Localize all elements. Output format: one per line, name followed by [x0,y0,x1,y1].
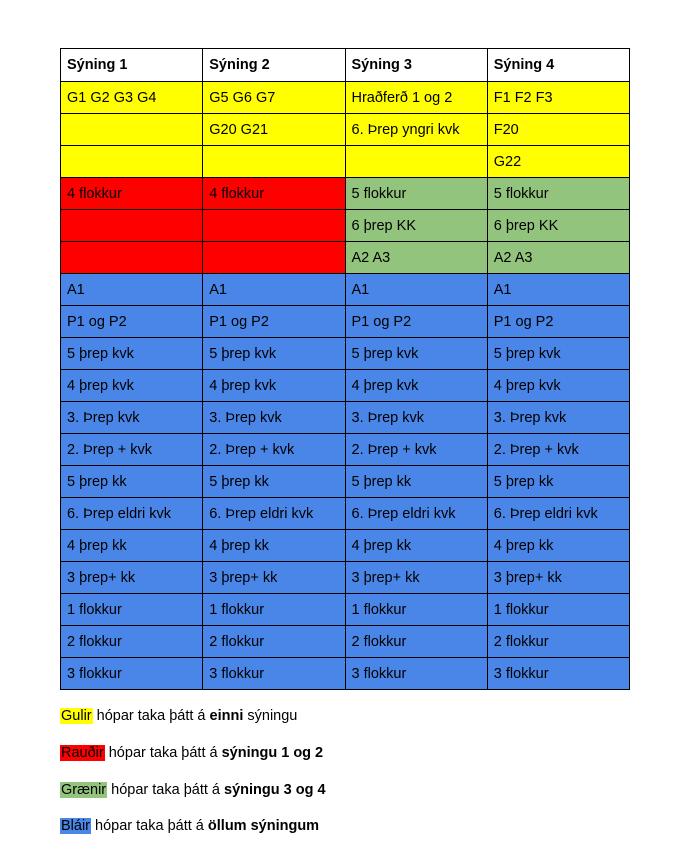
legend-bold: öllum sýningum [207,818,320,834]
table-cell: 2. Þrep + kvk [487,434,629,466]
table-cell: F1 F2 F3 [487,82,629,114]
table-cell: P1 og P2 [203,306,345,338]
table-row [61,562,630,594]
table-cell: G1 G2 G3 G4 [61,82,203,114]
legend-text: hópar taka þátt á [92,708,210,724]
table-cell [61,210,203,242]
table-cell: A1 [345,274,487,306]
table-cell: 1 flokkur [203,594,345,626]
table-cell: 6 þrep KK [345,210,487,242]
table-cell: 4 þrep kvk [203,370,345,402]
table-cell: A1 [203,274,345,306]
table-cell: 3 flokkur [345,658,487,690]
table-cell: 4 flokkur [203,178,345,210]
table-cell: 2. Þrep + kvk [345,434,487,466]
table-cell: 6 þrep KK [487,210,629,242]
table-cell: G22 [487,146,629,178]
table-cell: 3 þrep+ kk [487,562,629,594]
column-header-4: Sýning 4 [487,49,629,82]
table-cell: 3 þrep+ kk [61,562,203,594]
table-cell: 3. Þrep kvk [203,402,345,434]
table-cell: 4 þrep kk [203,530,345,562]
table-header [61,49,630,82]
legend-text: hópar taka þátt á [91,818,208,834]
table-cell: 2. Þrep + kvk [203,434,345,466]
table-cell: G20 G21 [203,114,345,146]
table-cell: P1 og P2 [487,306,629,338]
table-row [61,658,630,690]
table-cell: A1 [487,274,629,306]
table-cell: A2 A3 [487,242,629,274]
table-cell: 3. Þrep kvk [61,402,203,434]
table-cell: 6. Þrep yngri kvk [345,114,487,146]
column-header-2: Sýning 2 [203,49,345,82]
table-row [61,114,630,146]
table-cell: 1 flokkur [487,594,629,626]
table-cell: 4 þrep kvk [487,370,629,402]
header-row [61,49,630,82]
table-cell [61,146,203,178]
table-cell: 5 þrep kk [345,466,487,498]
legend-blue [60,818,319,834]
legend-green [60,782,326,798]
table-cell: 4 þrep kvk [345,370,487,402]
table-row [61,402,630,434]
table-cell: 5 þrep kk [487,466,629,498]
table-row [61,146,630,178]
table-cell [61,242,203,274]
table-cell: 4 þrep kk [345,530,487,562]
table-body [61,82,630,690]
legend-red [60,745,323,761]
table-cell: 5 þrep kvk [345,338,487,370]
table-cell: 4 þrep kvk [61,370,203,402]
table-cell: 3 þrep+ kk [203,562,345,594]
table-cell: 2 flokkur [203,626,345,658]
table-cell: 6. Þrep eldri kvk [487,498,629,530]
table-cell: 4 þrep kk [61,530,203,562]
table-cell: 6. Þrep eldri kvk [61,498,203,530]
table-cell: 5 flokkur [487,178,629,210]
table-cell: 5 flokkur [345,178,487,210]
table-cell: 5 þrep kvk [61,338,203,370]
schedule-table [60,48,630,690]
table-cell: 1 flokkur [345,594,487,626]
table-cell [203,146,345,178]
table-cell: 3. Þrep kvk [487,402,629,434]
table-row [61,498,630,530]
legend-swatch: Bláir [61,818,91,834]
table-cell: 5 þrep kvk [487,338,629,370]
table-cell: 6. Þrep eldri kvk [203,498,345,530]
table-cell: A2 A3 [345,242,487,274]
legend-swatch: Rauðir [61,745,104,761]
table-cell: 3. Þrep kvk [345,402,487,434]
table-row [61,82,630,114]
table-cell [203,242,345,274]
table-cell: 2 flokkur [487,626,629,658]
table-cell: 2. Þrep + kvk [61,434,203,466]
table-cell: A1 [61,274,203,306]
legend-swatch: Grænir [61,782,107,798]
table-cell: 5 þrep kk [61,466,203,498]
table-cell: 3 flokkur [487,658,629,690]
column-header-1: Sýning 1 [61,49,203,82]
table-row [61,594,630,626]
table-cell: 4 flokkur [61,178,203,210]
legend-bold: einni [209,708,244,724]
table-row [61,242,630,274]
legend-swatch: Gulir [61,708,92,724]
table-row [61,434,630,466]
table-row [61,178,630,210]
column-header-3: Sýning 3 [345,49,487,82]
table-cell: 4 þrep kk [487,530,629,562]
table-row [61,274,630,306]
legend-yellow [60,708,297,724]
table-cell: 2 flokkur [345,626,487,658]
table-cell: 2 flokkur [61,626,203,658]
legend-text: hópar taka þátt á [107,782,225,798]
table-cell: 5 þrep kvk [203,338,345,370]
table-cell: P1 og P2 [345,306,487,338]
table-cell: F20 [487,114,629,146]
legend-text: hópar taka þátt á [104,745,222,761]
table-cell: 3 flokkur [61,658,203,690]
table-row [61,466,630,498]
table-cell: 3 flokkur [203,658,345,690]
table-cell: 6. Þrep eldri kvk [345,498,487,530]
legend-bold: sýningu 1 og 2 [221,745,324,761]
table-cell [203,210,345,242]
table-cell: Hraðferð 1 og 2 [345,82,487,114]
table-row [61,210,630,242]
table-cell: 3 þrep+ kk [345,562,487,594]
table-cell: G5 G6 G7 [203,82,345,114]
table-cell [61,114,203,146]
table-cell [345,146,487,178]
table-cell: 1 flokkur [61,594,203,626]
legend-bold: sýningu 3 og 4 [224,782,326,798]
table-cell: P1 og P2 [61,306,203,338]
table-cell: 5 þrep kk [203,466,345,498]
legend-suffix: sýningu [243,708,298,724]
table-row [61,338,630,370]
table-row [61,626,630,658]
table-row [61,306,630,338]
table-row [61,530,630,562]
table-row [61,370,630,402]
